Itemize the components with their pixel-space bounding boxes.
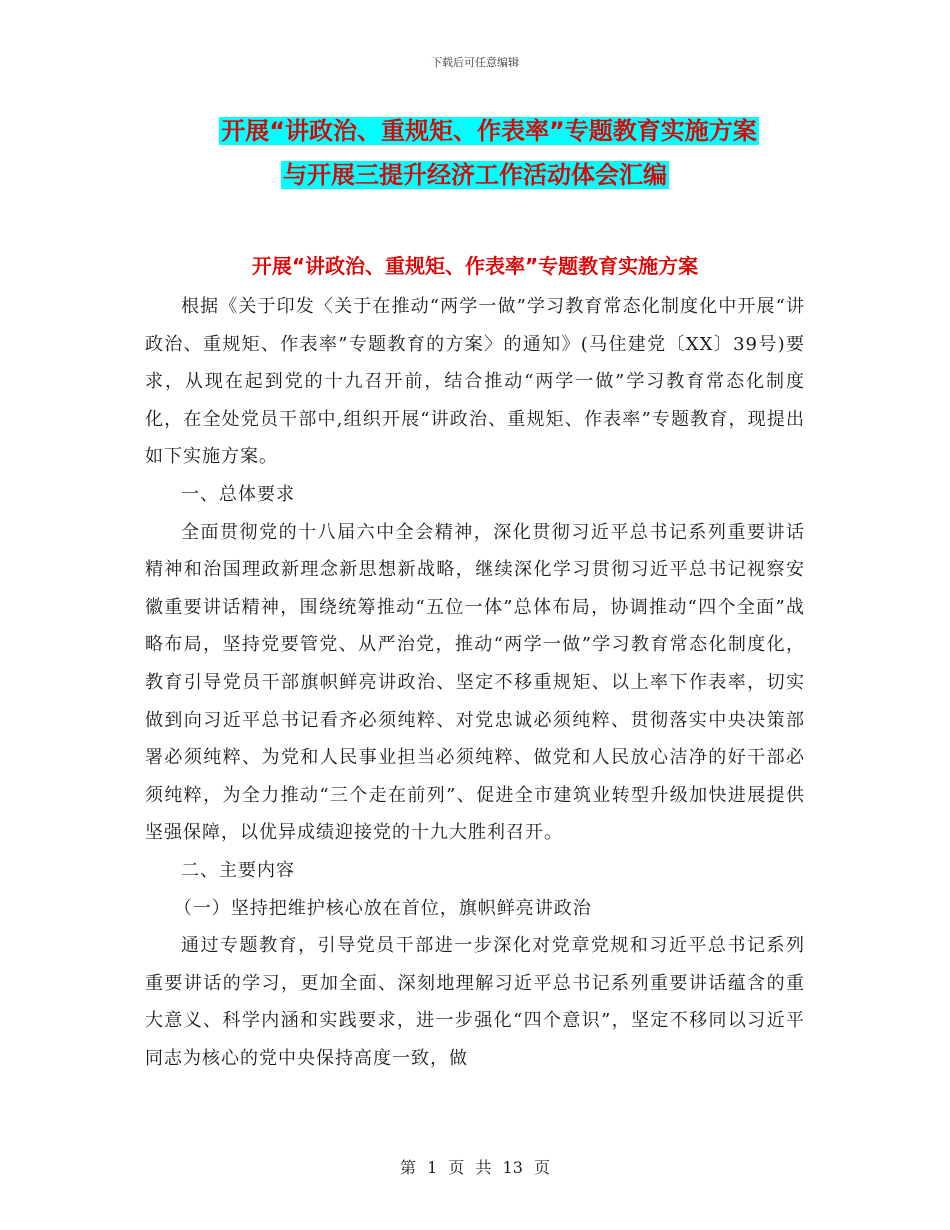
main-title-line-2-text: 与开展三提升经济工作活动体会汇编 bbox=[283, 161, 667, 189]
heading-main-content: 二、主要内容 bbox=[181, 859, 295, 881]
main-title-line-2 bbox=[0, 158, 950, 192]
paragraph-intro: 根据《关于印发〈关于在推动“两学一做”学习教育常态化制度化中开展“讲政治、重规矩、作表率”专题教育的方案〉的通知》(马住建党〔XX〕39号)要求，从现在起到党的十九召开前，结合推动“两学一做”学习教育常态化制度化，在全处党员干部中,组织开展“讲政治、重规矩、作表率”专题教育，现提出如下实施方案。 bbox=[145, 296, 805, 468]
header-note: 下载后可任意编辑 bbox=[431, 56, 519, 69]
heading-general-requirements: 一、总体要求 bbox=[181, 483, 295, 505]
section-title: 开展“讲政治、重规矩、作表率”专题教育实施方案 bbox=[251, 254, 699, 278]
main-title-line-1 bbox=[0, 114, 950, 148]
subheading-one: （一）坚持把维护核心放在首位，旗帜鲜亮讲政治 bbox=[173, 897, 592, 919]
main-title-line-1-text: 开展“讲政治、重规矩、作表率”专题教育实施方案 bbox=[221, 117, 757, 145]
body-text bbox=[145, 288, 805, 1077]
paragraph-general-requirements: 全面贯彻党的十八届六中全会精神，深化贯彻习近平总书记系列重要讲话精神和治国理政新理念新思想新战略，继续深化学习贯彻习近平总书记视察安徽重要讲话精神，围绕统筹推动“五位一体”总体布局，协调推动“四个全面”战略布局，坚持党要管党、从严治党，推动“两学一做”学习教育常态化制度化，教育引导党员干部旗帜鲜亮讲政治、坚定不移重规矩、以上率下作表率，切实做到向习近平总书记看齐必须纯粹、对党忠诚必须纯粹、贯彻落实中央决策部署必须纯粹、为党和人民事业担当必须纯粹、做党和人民放心洁净的好干部必须纯粹，为全力推动“三个走在前列”、促进全市建筑业转型升级加快进展提供坚强保障，以优异成绩迎接党的十九大胜利召开。 bbox=[145, 521, 805, 844]
paragraph-subheading-one: 通过专题教育，引导党员干部进一步深化对党章党规和习近平总书记系列重要讲话的学习，更加全面、深刻地理解习近平总书记系列重要讲话蕴含的重大意义、科学内涵和实践要求，进一步强化“四个意识”，坚定不移同以习近平同志为核心的党中央保持高度一致，做 bbox=[145, 935, 805, 1069]
page-footer: 第 1 页 共 13 页 bbox=[400, 1158, 550, 1177]
